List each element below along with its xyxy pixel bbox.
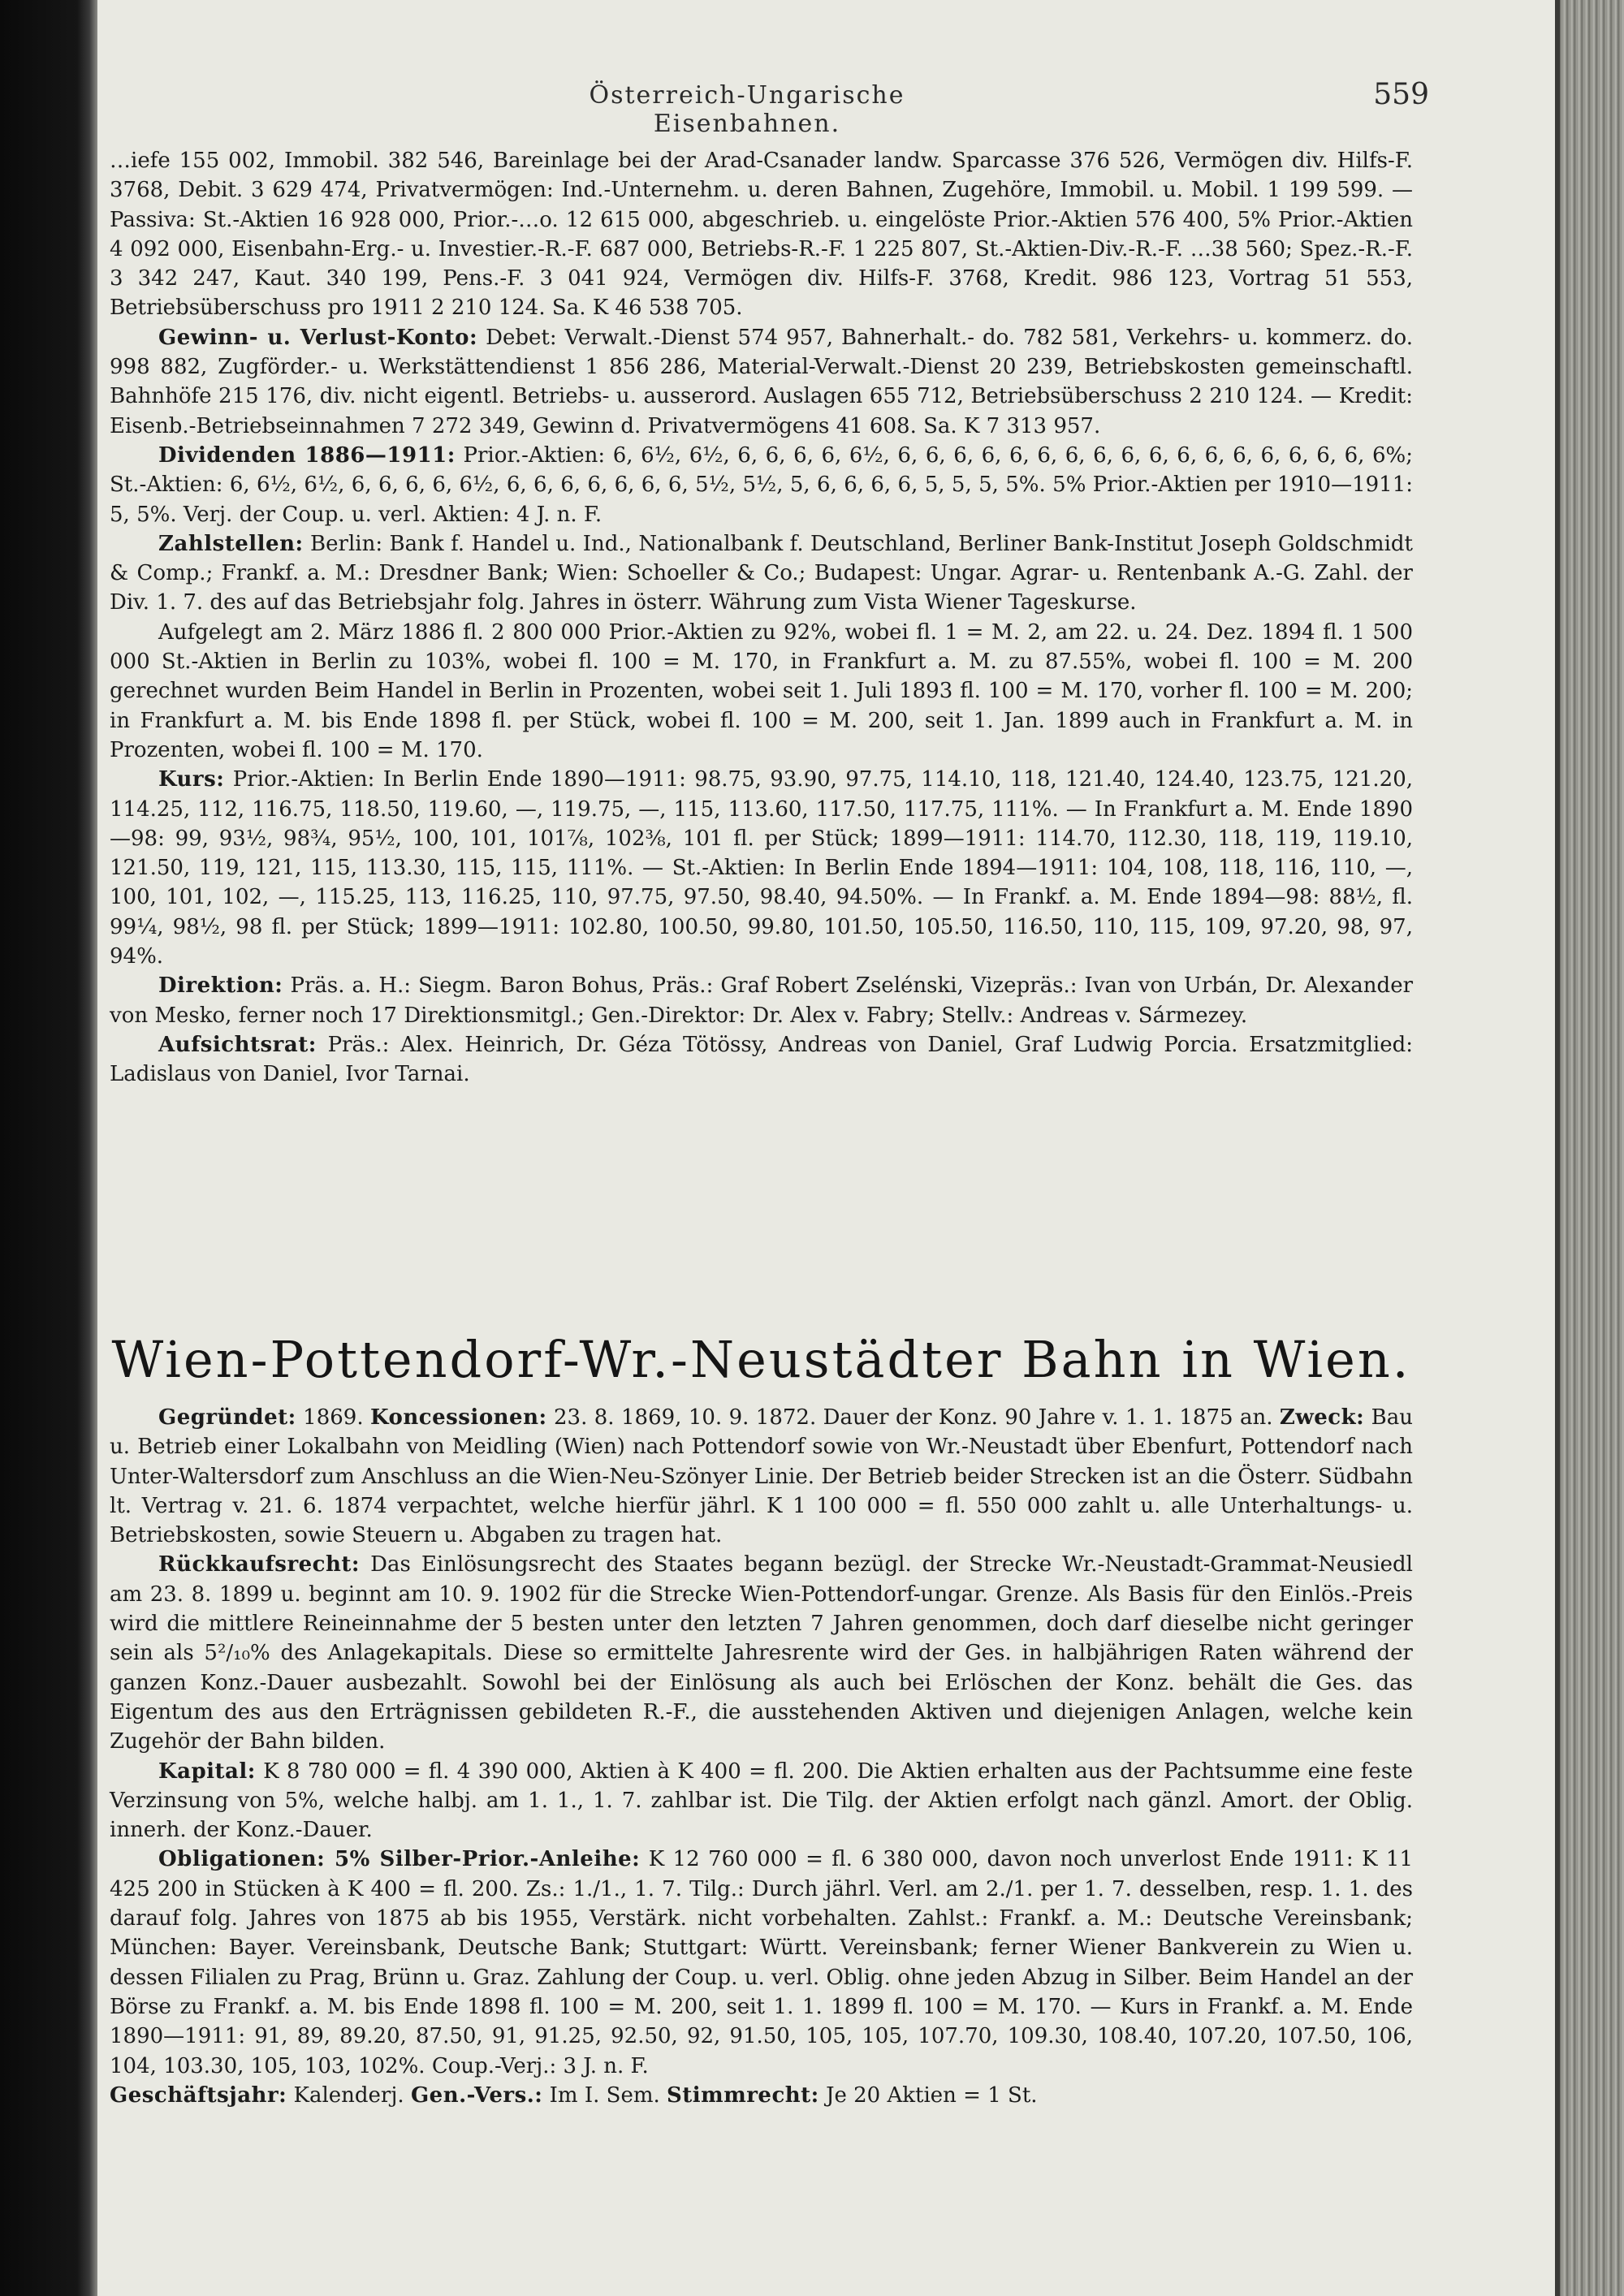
zweck-text: Bau u. Betrieb einer Lokalbahn von Meidling (Wien) nach Pottendorf sowie von Wr.-Neustadt über Ebenfurt, Pottendorf nach Unter-Waltersdorf zum Anschluss an die Wien-Neu-Szönyer Linie. Der Betrieb beider Strecken ist an die Österr. Südbahn lt. Vertrag v. 21. 6. 1874 verpachtet, welche hierfür jährl. K 1 100 000 = fl. 550 000 zahlt u. alle Unterhaltungs- u. Betriebskosten, sowie Steuern u. Abgaben zu tragen hat. xyxy=(110,1405,1413,1548)
aufsichtsrat-text: Präs.: Alex. Heinrich, Dr. Géza Tötössy, Andreas von Daniel, Graf Ludwig Porcia. Ersatzmitglied: Ladislaus von Daniel, Ivor Tarnai. xyxy=(110,1032,1413,1087)
koncessionen-heading: Koncessionen: xyxy=(370,1405,547,1430)
obligationen-heading: Obligationen: 5% Silber-Prior.-Anleihe: xyxy=(158,1847,641,1872)
geschaeftsjahr-heading: Geschäftsjahr: xyxy=(110,2082,287,2108)
obligationen-paragraph xyxy=(110,1845,1413,2080)
aufgelegt-paragraph: Aufgelegt am 2. März 1886 fl. 2 800 000 Prior.-Aktien zu 92%, wobei fl. 1 = M. 2, am 22. u. 24. Dez. 1894 fl. 1 500 000 St.-Aktien in Berlin zu 103%, wobei fl. 100 = M. 170, in Frankfurt a. M. zu 87.55%, wobei fl. 100 = M. 200 gerechnet wurden Beim Handel in Berlin in Prozenten, wobei seit 1. Juli 1893 fl. 100 = M. 170, vorher fl. 100 = M. 200; in Frankfurt a. M. bis Ende 1898 fl. per Stück, wobei fl. 100 = M. 200, seit 1. Jan. 1899 auch in Frankfurt a. M. in Prozenten, wobei fl. 100 = M. 170. xyxy=(110,619,1413,762)
zahlstellen-text: Berlin: Bank f. Handel u. Ind., Nationalbank f. Deutschland, Berliner Bank-Institut Joseph Goldschmidt & Comp.; Frankf. a. M.: Dresdner Bank; Wien: Schoeller & Co.; Budapest: Ungar. Agrar- u. Rentenbank A.-G. Zahl. der Div. 1. 7. des auf das Betriebsjahr folg. Jahres in österr. Währung zum Vista Wiener Tageskurse. xyxy=(110,531,1413,615)
dividenden-heading: Dividenden 1886—1911: xyxy=(158,442,456,468)
zweck-heading: Zweck: xyxy=(1279,1405,1365,1430)
zahlstellen-heading: Zahlstellen: xyxy=(158,531,304,556)
gruendung-paragraph xyxy=(110,1403,1413,1550)
direktion-paragraph xyxy=(110,971,1413,1030)
gewinn-heading: Gewinn- u. Verlust-Konto: xyxy=(158,325,478,350)
kapital-text: K 8 780 000 = fl. 4 390 000, Aktien à K 400 = fl. 200. Die Aktien erhalten aus der Pachtsumme eine feste Verzinsung von 5%, welche halbj. am 1. 1., 1. 7. zahlbar ist. Die Tilg. der Aktien erfolgt nach gänzl. Amort. der Oblig. innerh. der Konz.-Dauer. xyxy=(110,1759,1413,1843)
direktion-text: Präs. a. H.: Siegm. Baron Bohus, Präs.: Graf Robert Zselénski, Vizepräs.: Ivan von Urbán, Dr. Alexander von Mesko, ferner noch 17 Direktionsmitgl.; Gen.-Direktor: Dr. Alex v. Fabry; Stellv.: Andreas v. Sármezey. xyxy=(110,973,1414,1028)
aufsichtsrat-paragraph xyxy=(110,1030,1413,1090)
zahlstellen-paragraph xyxy=(110,529,1413,618)
gegruendet-text: 1869. xyxy=(303,1405,364,1430)
page-number: 559 xyxy=(1373,78,1429,111)
schluss-paragraph xyxy=(110,2081,1413,2110)
gegruendet-heading: Gegründet: xyxy=(158,1405,296,1430)
section-title: Wien-Pottendorf-Wr.-Neustädter Bahn in Wien. xyxy=(111,1330,1411,1389)
balance-continuation: …iefe 155 002, Immobil. 382 546, Bareinlage bei der Arad-Csanader landw. Sparcasse 376 526, Vermögen div. Hilfs-F. 3768, Debit. 3 629 474, Privatvermögen: Ind.-Unternehm. u. deren Bahnen, Zugehöre, Immobil. u. Mobil. 1 199 599. — Passiva: St.-Aktien 16 928 000, Prior.-…o. 12 615 000, abgeschrieb. u. eingelöste Prior.-Aktien 576 400, 5% Prior.-Aktien 4 092 000, Eisenbahn-Erg.- u. Investier.-R.-F. 687 000, Betriebs-R.-F. 1 225 807, St.-Aktien-Div.-R.-F. …38 560; Spez.-R.-F. 3 342 247, Kaut. 340 199, Pens.-F. 3 041 924, Vermögen div. Hilfs-F. 3768, Kredit. 986 123, Vortrag 51 553, Betriebsüberschuss pro 1911 2 210 124. Sa. K 46 538 705. xyxy=(110,149,1413,321)
rueckkauf-paragraph xyxy=(110,1550,1413,1756)
stimmrecht-heading: Stimmrecht: xyxy=(667,2082,819,2108)
running-head: Österreich-Ungarische Eisenbahnen. xyxy=(589,81,905,138)
genvers-heading: Gen.-Vers.: xyxy=(410,2082,543,2108)
dividenden-paragraph xyxy=(110,441,1413,529)
kapital-paragraph xyxy=(110,1757,1413,1845)
koncessionen-text: 23. 8. 1869, 10. 9. 1872. Dauer der Konz. 90 Jahre v. 1. 1. 1875 an. xyxy=(554,1405,1273,1430)
gewinn-paragraph xyxy=(110,323,1413,441)
kurs-text: Prior.-Aktien: In Berlin Ende 1890—1911: 98.75, 93.90, 97.75, 114.10, 118, 121.40, 124.40, 123.75, 121.20, 114.25, 112, 116.75, 118.50, 119.60, —, 119.75, —, 115, 113.60, 117.50, 117.75, 111%. — In Frankfurt a. M. Ende 1890—98: 99, 93½, 98¾, 95½, 100, 101, 101⅞, 102⅜, 101 fl. per Stück; 1899—1911: 114.70, 112.30, 118, 119, 119.10, 121.50, 119, 121, 115, 113.30, 115, 115, 111%. — St.-Aktien: In Berlin Ende 1894—1911: 104, 108, 118, 116, 110, —, 100, 101, 102, —, 115.25, 113, 116.25, 110, 97.75, 97.50, 98.40, 94.50%. — In Frankf. a. M. Ende 1894—98: 88½, fl. 99¼, 98½, 98 fl. per Stück; 1899—1911: 102.80, 100.50, 99.80, 101.50, 105.50, 116.50, 110, 115, 109, 97.20, 98, 97, 94%. xyxy=(110,767,1413,969)
genvers-text: Im I. Sem. xyxy=(549,2082,660,2108)
bottom-text-block xyxy=(110,1403,1413,2110)
gewinn-text: Debet: Verwalt.-Dienst 574 957, Bahnerhalt.- do. 782 581, Verkehrs- u. kommerz. do. 998 882, Zugförder.- u. Werkstättendienst 1 856 286, Material-Verwalt.-Dienst 20 239, Betriebskosten gemeinschaftl. Bahnhöfe 215 176, div. nicht eigentl. Betriebs- u. ausserord. Auslagen 655 712, Betriebsüberschuss 2 210 124. — Kredit: Eisenb.-Betriebseinnahmen 7 272 349, Gewinn d. Privatvermögens 41 608. Sa. K 7 313 957. xyxy=(110,325,1413,438)
stimmrecht-text: Je 20 Aktien = 1 St. xyxy=(826,2082,1038,2108)
book-spine xyxy=(1555,0,1624,2296)
kurs-paragraph xyxy=(110,765,1413,971)
kurs-heading: Kurs: xyxy=(158,767,225,792)
geschaeftsjahr-text: Kalenderj. xyxy=(293,2082,404,2108)
kapital-heading: Kapital: xyxy=(158,1759,256,1784)
aufsichtsrat-heading: Aufsichtsrat: xyxy=(158,1032,317,1057)
rueckkauf-heading: Rückkaufsrecht: xyxy=(158,1552,361,1577)
dividenden-text: Prior.-Aktien: 6, 6½, 6½, 6, 6, 6, 6, 6½, 6, 6, 6, 6, 6, 6, 6, 6, 6, 6, 6, 6, 6, 6, 6, 6, 6, 6%; St.-Aktien: 6, 6½, 6½, 6, 6, 6, 6, 6½, 6, 6, 6, 6, 6, 6, 6, 5½, 5½, 5, 6, 6, 6, 6, 5, 5, 5, 5%. 5% Prior.-Aktien per 1910—1911: 5, 5%. Verj. der Coup. u. verl. Aktien: 4 J. n. F. xyxy=(110,442,1414,527)
rueckkauf-text: Das Einlösungsrecht des Staates begann bezügl. der Strecke Wr.-Neustadt-Grammat-Neusiedl am 23. 8. 1899 u. beginnt am 10. 9. 1902 für die Strecke Wien-Pottendorf-ungar. Grenze. Als Basis für den Einlös.-Preis wird die mittlere Reineinnahme der 5 besten unter den letzten 7 Jahren genommen, doch darf dieselbe nicht geringer sein als 5²/₁₀% des Anlagekapitals. Diese so ermittelte Jahresrente wird der Ges. in halbjährigen Raten während der ganzen Konz.-Dauer ausbezahlt. Sowohl bei der Einlösung als auch bei Erlöschen der Konz. behält die Ges. das Eigentum des aus den Erträgnissen gebildeten R.-F., die ausstehenden Aktiven und diejenigen Anlagen, welche kein Zugehör der Bahn bilden. xyxy=(110,1552,1413,1754)
obligationen-text: K 12 760 000 = fl. 6 380 000, davon noch unverlost Ende 1911: K 11 425 200 in Stücken à K 400 = fl. 200. Zs.: 1./1., 1. 7. Tilg.: Durch jährl. Verl. am 2./1. per 1. 7. desselben, resp. 1. 1. des darauf folg. Jahres von 1875 ab bis 1955, Verstärk. nicht vorbehalten. Zahlst.: Frankf. a. M.: Deutsche Vereinsbank; München: Bayer. Vereinsbank, Deutsche Bank; Stuttgart: Württ. Vereinsbank; ferner Wiener Bankverein zu Wien u. dessen Filialen zu Prag, Brünn u. Graz. Zahlung der Coup. u. verl. Oblig. ohne jeden Abzug in Silber. Beim Handel an der Börse zu Frankf. a. M. bis Ende 1898 fl. 100 = M. 200, seit 1. 1. 1899 fl. 100 = M. 170. — Kurs in Frankf. a. M. Ende 1890—1911: 91, 89, 89.20, 87.50, 91, 91.25, 92.50, 92, 91.50, 105, 105, 107.70, 109.30, 108.40, 107.20, 107.50, 106, 104, 103.30, 105, 103, 102%. Coup.-Verj.: 3 J. n. F. xyxy=(110,1847,1414,2078)
direktion-heading: Direktion: xyxy=(158,973,283,999)
top-text-block xyxy=(110,146,1413,1090)
scan-left-margin xyxy=(0,0,97,2296)
